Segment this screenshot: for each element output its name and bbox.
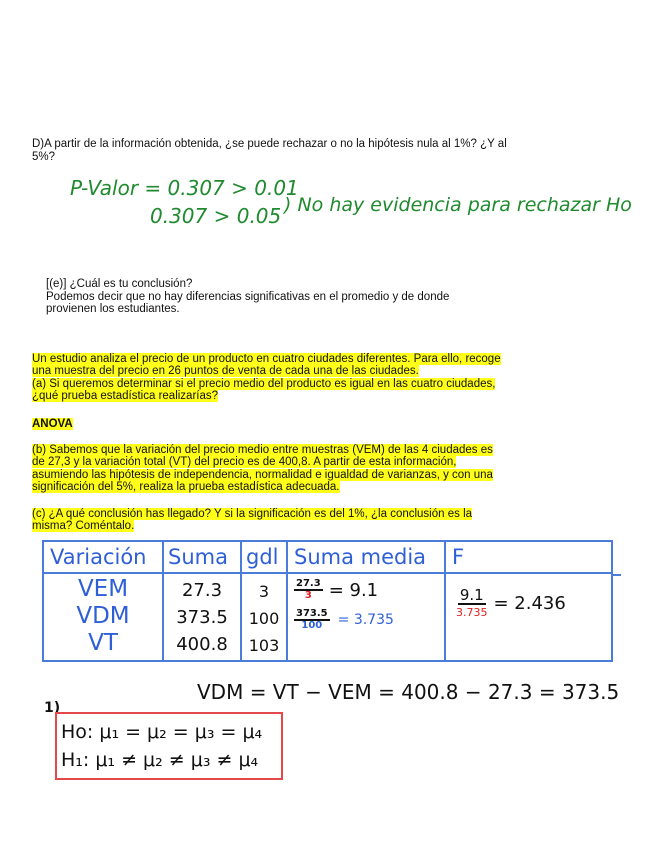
hypotheses-box [55,712,283,780]
header-suma-media: Suma media [287,541,445,573]
pvalue-line-2: 0.307 > 0.05 [150,204,282,228]
vdm-equation: VDM = VT − VEM = 400.8 − 27.3 = 373.5 [197,680,620,704]
question-d-text: D)A partir de la información obtenida, ¿se puede rechazar o no la hipótesis nula al 1%? ¿Y al 5%? [32,138,507,163]
answer-a [32,405,73,430]
table-line-extension [613,574,621,576]
anova-table [42,540,613,662]
question-e-text: [(e)] ¿Cuál es tu conclusión? Podemos decir que no hay diferencias significativas en el promedio y de donde provienen los estudiantes. [46,278,450,315]
part-b-text: (b) Sabemos que la variación del precio medio entre muestras (VEM) de las 4 ciudades es de 27,3 y la variación total (VT) del precio es de 400,8. A partir de esta información, asumiendo las hipótesis de independencia, normalidad e igualdad de varianzas, y con una significación del 5%, realiza la prueba estadística adecuada. [32,443,493,493]
alternative-hypothesis: H₁: μ₁ ≠ μ₂ ≠ μ₃ ≠ μ₄ [61,749,259,771]
sum-vt: 400.8 [176,634,228,655]
answer-a-text: ANOVA [32,417,73,430]
f-cell [445,573,612,661]
mean-vem: $\frac{27.3}{3}$ = 9.1 [296,578,379,601]
gdl-vt: 103 [248,636,280,655]
problem-part-c [32,495,622,533]
problem-intro-text: Un estudio analiza el precio de un producto en cuatro ciudades diferentes. Para ello, recoge una muestra del precio en 26 puntos de venta de cada una de las ciudades. (a) Si queremos determinar si el precio medio del producto es igual en las cuatro ciudades, ¿qué prueba estadística realizarías? [32,352,501,402]
f-statistic: $\frac{9.1}{3.735}$ = 2.436 [456,586,566,619]
sum-vdm: 373.5 [176,607,228,628]
sources-cell [43,573,163,661]
gdl-vem: 3 [258,582,270,601]
part-c-text: (c) ¿A qué conclusión has llegado? Y si la significación es del 1%, ¿la conclusión es la misma? Coméntalo. [32,507,473,532]
hypothesis-marker: 1) [44,700,61,716]
source-vt: VT [88,630,118,656]
mean-cell [287,573,445,661]
pvalue-conclusion: ) No hay evidencia para rechazar Ho [284,194,632,216]
source-vdm: VDM [76,603,130,629]
sums-cell [163,573,241,661]
gdl-cell [241,573,287,661]
header-gdl: gdl [241,541,287,573]
null-hypothesis: Ho: μ₁ = μ₂ = μ₃ = μ₄ [61,721,263,743]
mean-vdm: $\frac{373.5}{100}$ = 3.735 [296,608,394,631]
problem-intro [32,340,622,403]
header-variacion: Variación [43,541,163,573]
header-suma: Suma [163,541,241,573]
problem-part-b [32,431,622,494]
pvalue-line-1: P-Valor = 0.307 > 0.01 [70,176,299,200]
source-vem: VEM [77,576,129,602]
gdl-vdm: 100 [248,609,280,628]
header-f: F [445,541,612,573]
sum-vem: 27.3 [181,580,223,601]
